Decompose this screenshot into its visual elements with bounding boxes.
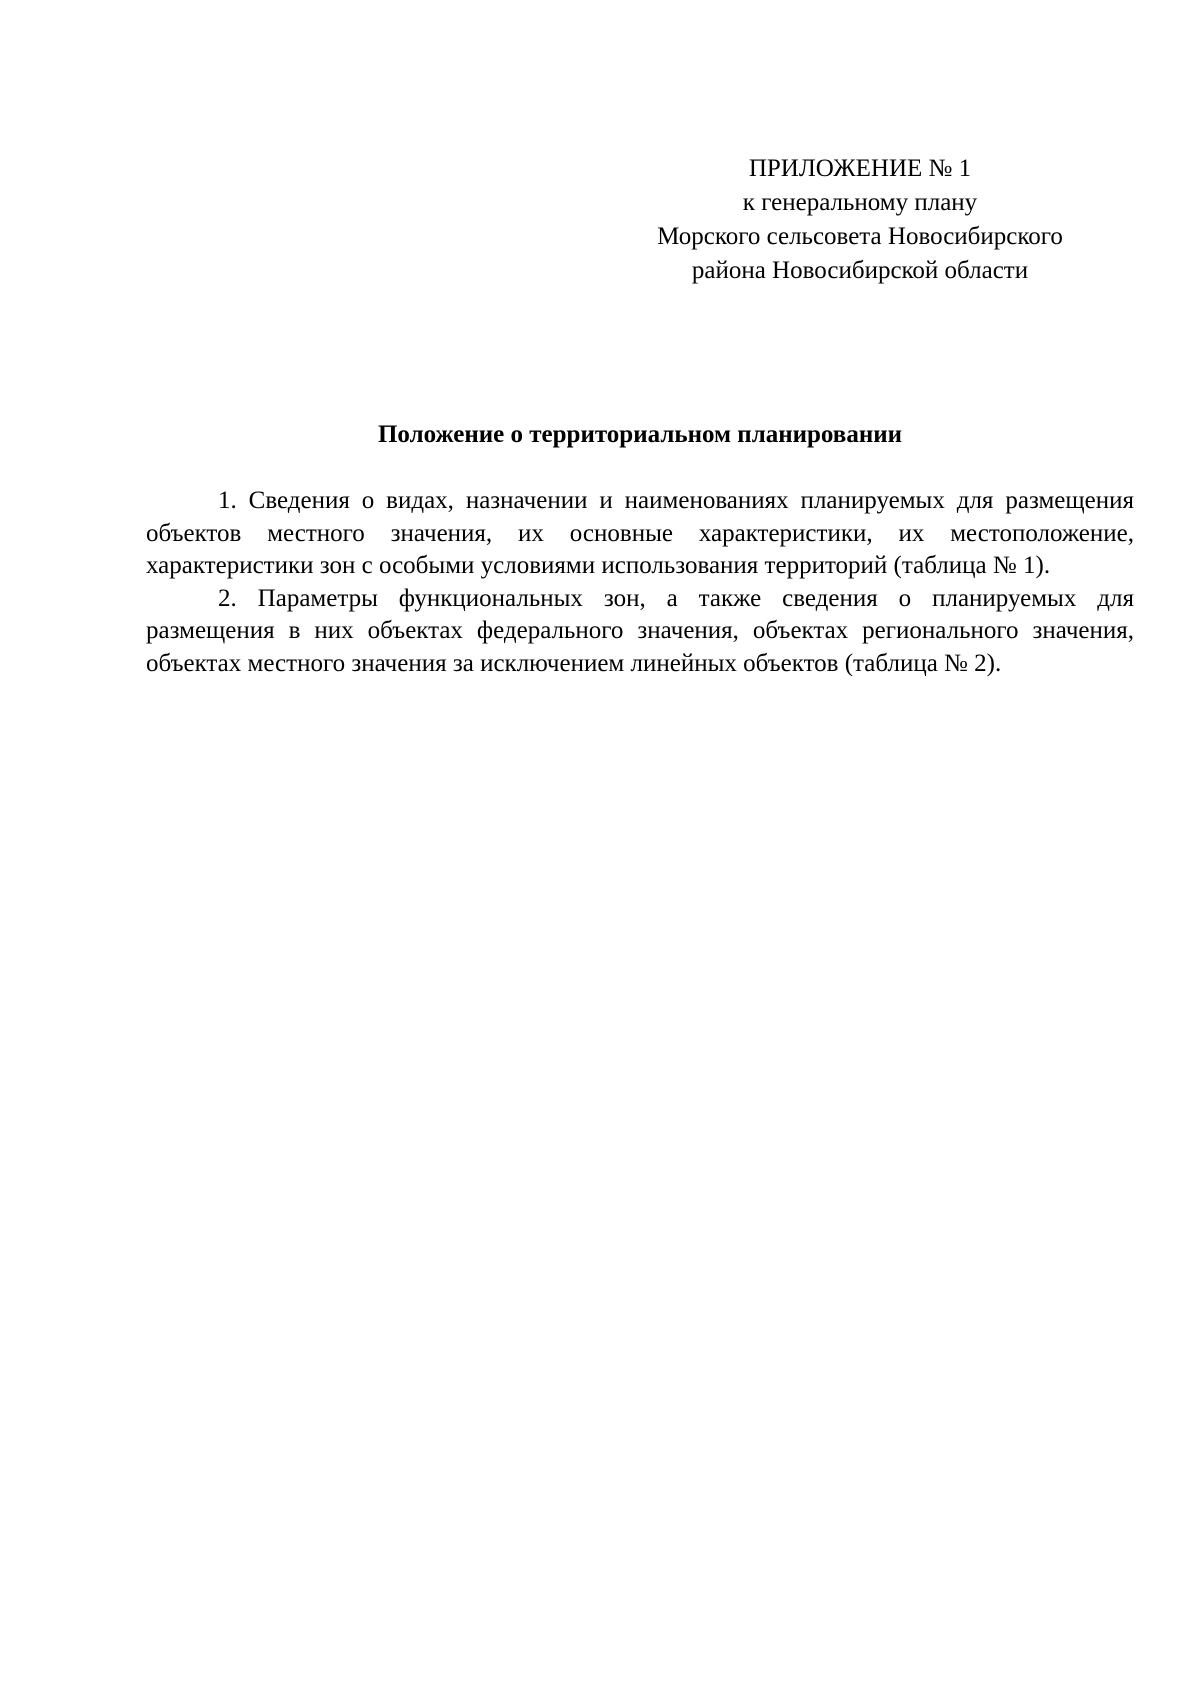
list-item: 1. Сведения о видах, назначении и наименованиях планируемых для размещения объектов местного значения, их основные характеристики, их местоположение, характеристики зон с особыми условиями использования территорий (таблица № 1). xyxy=(146,487,1134,579)
appendix-label: ПРИЛОЖЕНИЕ № 1 xyxy=(748,155,972,182)
document-body xyxy=(146,485,1134,680)
appendix-header xyxy=(620,152,1100,288)
list-item: 2. Параметры функциональных зон, а также сведения о планируемых для размещения в них объектах федерального значения, объектах регионального значения, объектах местного значения за исключением линейных объектов (таблица № 2). xyxy=(146,584,1134,677)
appendix-council-line: Морского сельсовета Новосибирского xyxy=(657,223,1063,250)
appendix-reference-line: к генеральному плану xyxy=(742,189,978,216)
appendix-region-line: района Новосибирской области xyxy=(691,257,1029,284)
section-title: Положение о территориальном планировании xyxy=(377,421,903,448)
